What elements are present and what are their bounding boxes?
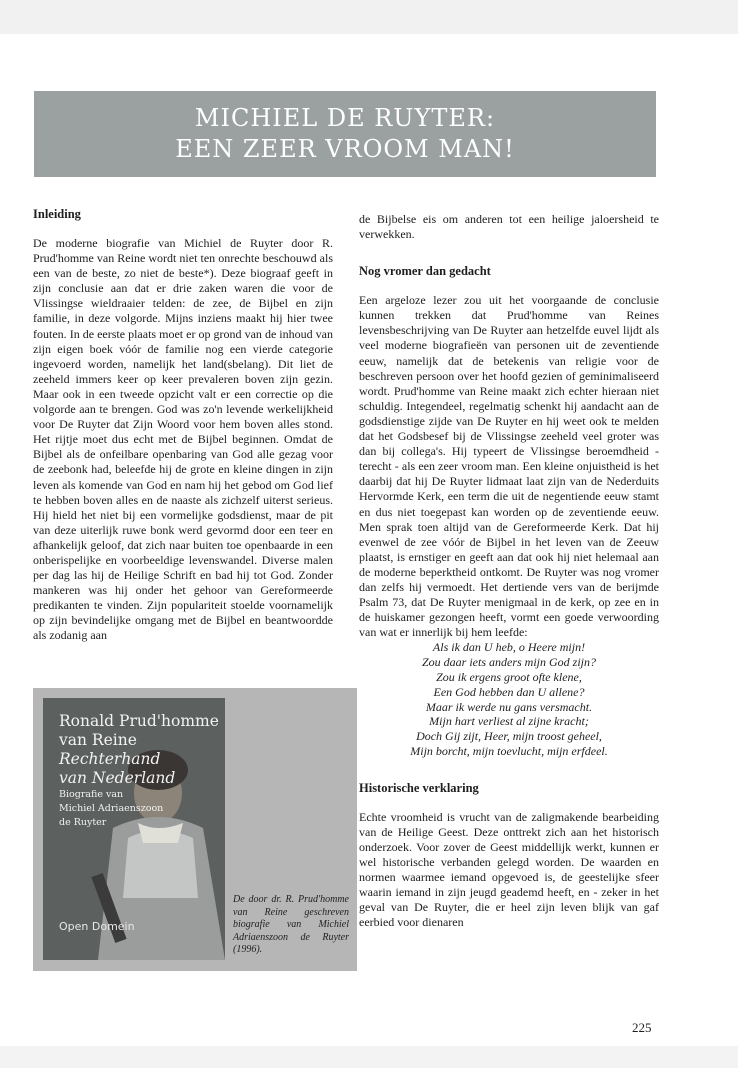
cover-author-line-1: Ronald Prud'homme (59, 712, 219, 730)
psalm-quote (359, 640, 659, 758)
cover-title-line-1: Rechterhand (59, 750, 161, 768)
paragraph-historische: Echte vroomheid is vrucht van de zaligmakende bearbeiding van de Heilige Geest. Deze onttrekt zich aan het historisch onderzoek. Voor zover de Geest middellijk werkt, kunnen er wel historische verbanden gelegd worden. De waarden en normen waarmee iemand opgevoed is, de geestelijke sfeer waarin iemand in zijn jeugd geademd heeft, en - zeker in het geval van De Ruyter, die er heel zijn leven blijk van gaf eerbied voor dienaren (359, 809, 659, 930)
poem-line: Een God hebben dan U allene? (433, 684, 585, 699)
paragraph-nog-vromer: Een argeloze lezer zou uit het voorgaande de conclusie kunnen trekken dat Prud'homme van Reines levensbeschrijving van De Ruyter aan hetzelfde euvel lijdt als veel moderne biografieën van personen uit de zeventiende eeuw, namelijk dat de betekenis van religie voor de beschreven persoon over het hoofd gezien of geminimaliseerd wordt. Prud'homme van Reine maakt zich echter hieraan niet schuldig. Integendeel, regelmatig schenkt hij aandacht aan de godsdienstige zijde van De Ruyter en hij weet ook te melden dat het Godsbesef bij de Vlissingse zeeheld veel groter was dan bij collega's. Hij typeert de Vlissingse beroemdheid - terecht - als een zeer vroom man. Een kleine onjuistheid is het daarbij dat hij De Ruyter lidmaat laat zijn van de Nederduits Hervormde Kerk, een term die uit de negentiende eeuw stamt en dus niet toegepast kan worden op de zeventiende eeuw. Men sprak toen altijd van de Gereformeerde Kerk. Dat hij evenwel de zee vóór de Bijbel in het leven van de Zeeuw plaatst, is ernstiger en geeft aan dat ook hij niet helemaal aan de moderne beperktheid ontkomt. De Ruyter was nog vromer dan zelfs hij vermoedt. Het dertiende vers van de berijmde Psalm 73, dat De Ruyter menigmaal in de kerk, op zee en in de huiskamer gezongen heeft, vormt een goede verwoording van wat er innerlijk bij hem leefde: (359, 293, 659, 640)
cover-text (59, 712, 219, 830)
section-heading-nog-vromer: Nog vromer dan gedacht (359, 264, 491, 279)
title-banner (34, 91, 656, 177)
title-line-2: EEN ZEER VROOM MAN! (175, 135, 515, 163)
poem-line: Mijn borcht, mijn toevlucht, mijn erfdeel. (410, 743, 608, 758)
cover-title-line-2: van Nederland (59, 769, 176, 787)
poem-line: Zou daar iets anders mijn God zijn? (421, 655, 596, 670)
poem-line: Maar ik werde nu gans versmacht. (425, 699, 593, 714)
poem-line: Zou ik ergens groot ofte klene, (436, 669, 582, 684)
book-figure (33, 688, 357, 971)
page-number: 225 (632, 1020, 652, 1035)
poem-line: Mijn hart verliest al zijne kracht; (429, 714, 589, 729)
poem-line: Als ik dan U heb, o Heere mijn! (432, 640, 586, 655)
cover-publisher: Open Domein (59, 920, 135, 933)
poem-line: Doch Gij zijt, Heer, mijn troost geheel, (416, 729, 602, 744)
cover-author-line-2: van Reine (59, 731, 137, 749)
intro-paragraph: De moderne biografie van Michiel de Ruyter door R. Prud'homme van Reine wordt niet ten onrechte beschouwd als een van de beste, zo niet de beste*). Deze biograaf geeft in zijn conclusie aan dat er drie zaken waren die voor de Vlissingse wieldraaier telden: de zee, de Bijbel en zijn familie, in deze volgorde. Mijns inziens maakt hij hier twee fouten. In de eerste plaats moet er op grond van de inhoud van zijn eigen boek vóór de familie nog een vierde categorie ingevoerd worden, namelijk het land(sbelang). Dit liet de zeeheld immers keer op keer prevaleren boven zijn gezin. Maar ook in een tweede opzicht valt er een correctie op die volgorde aan te brengen. God was zo'n levende werkelijkheid voor De Ruyter dat Zijn Woord voor hem boven alles stond. Het rijtje moet dus echt met de Bijbel beginnen. Omdat de Bijbel als de onfeilbare openbaring van God alle gezag voor de zeebonk had, beleefde hij de grote en kleine dingen in zijn leven als komende van God en nam hij het gebod om God lief te hebben boven alles en de naaste als zichzelf uiterst serieus. Hij hield het niet bij een vormelijke godsdienst, maar de pit van deze uiterlijk ruwe bonk werd gevormd door een teer en afhankelijk geloof, dat zich naar buiten toe openbaarde in een onberispelijke en voorbeeldige levenswandel. Diverse malen per dag las hij de Heilige Schrift en bad hij tot God. Zonder mankeren was hij onder het gehoor van Gereformeerde predikanten te vinden. Zijn populariteit stoelde voornamelijk op zijn bevindelijke omgang met de Bijbel en beantwoordde als zodanig aan (33, 236, 333, 643)
right-column (359, 212, 659, 930)
cover-subtitle-line-2: Michiel Adriaenszoon (59, 803, 164, 814)
cover-subtitle-line-3: de Ruyter (59, 817, 107, 828)
section-heading-historische: Historische verklaring (359, 780, 479, 795)
top-margin-band (0, 0, 738, 34)
figure-caption: De door dr. R. Prud'homme van Reine geschreven biografie van Michiel Adriaenszoon de Ruyter (1996). (233, 894, 349, 955)
title-line-1: MICHIEL DE RUYTER: (194, 104, 496, 132)
left-column (33, 207, 333, 644)
continued-paragraph: de Bijbelse eis om anderen tot een heilige jaloersheid te verwekken. (359, 212, 659, 242)
section-heading-inleiding: Inleiding (33, 207, 81, 221)
bottom-margin-band (0, 1046, 738, 1068)
book-cover-image (43, 698, 225, 960)
cover-subtitle-line-1: Biografie van (59, 789, 124, 800)
